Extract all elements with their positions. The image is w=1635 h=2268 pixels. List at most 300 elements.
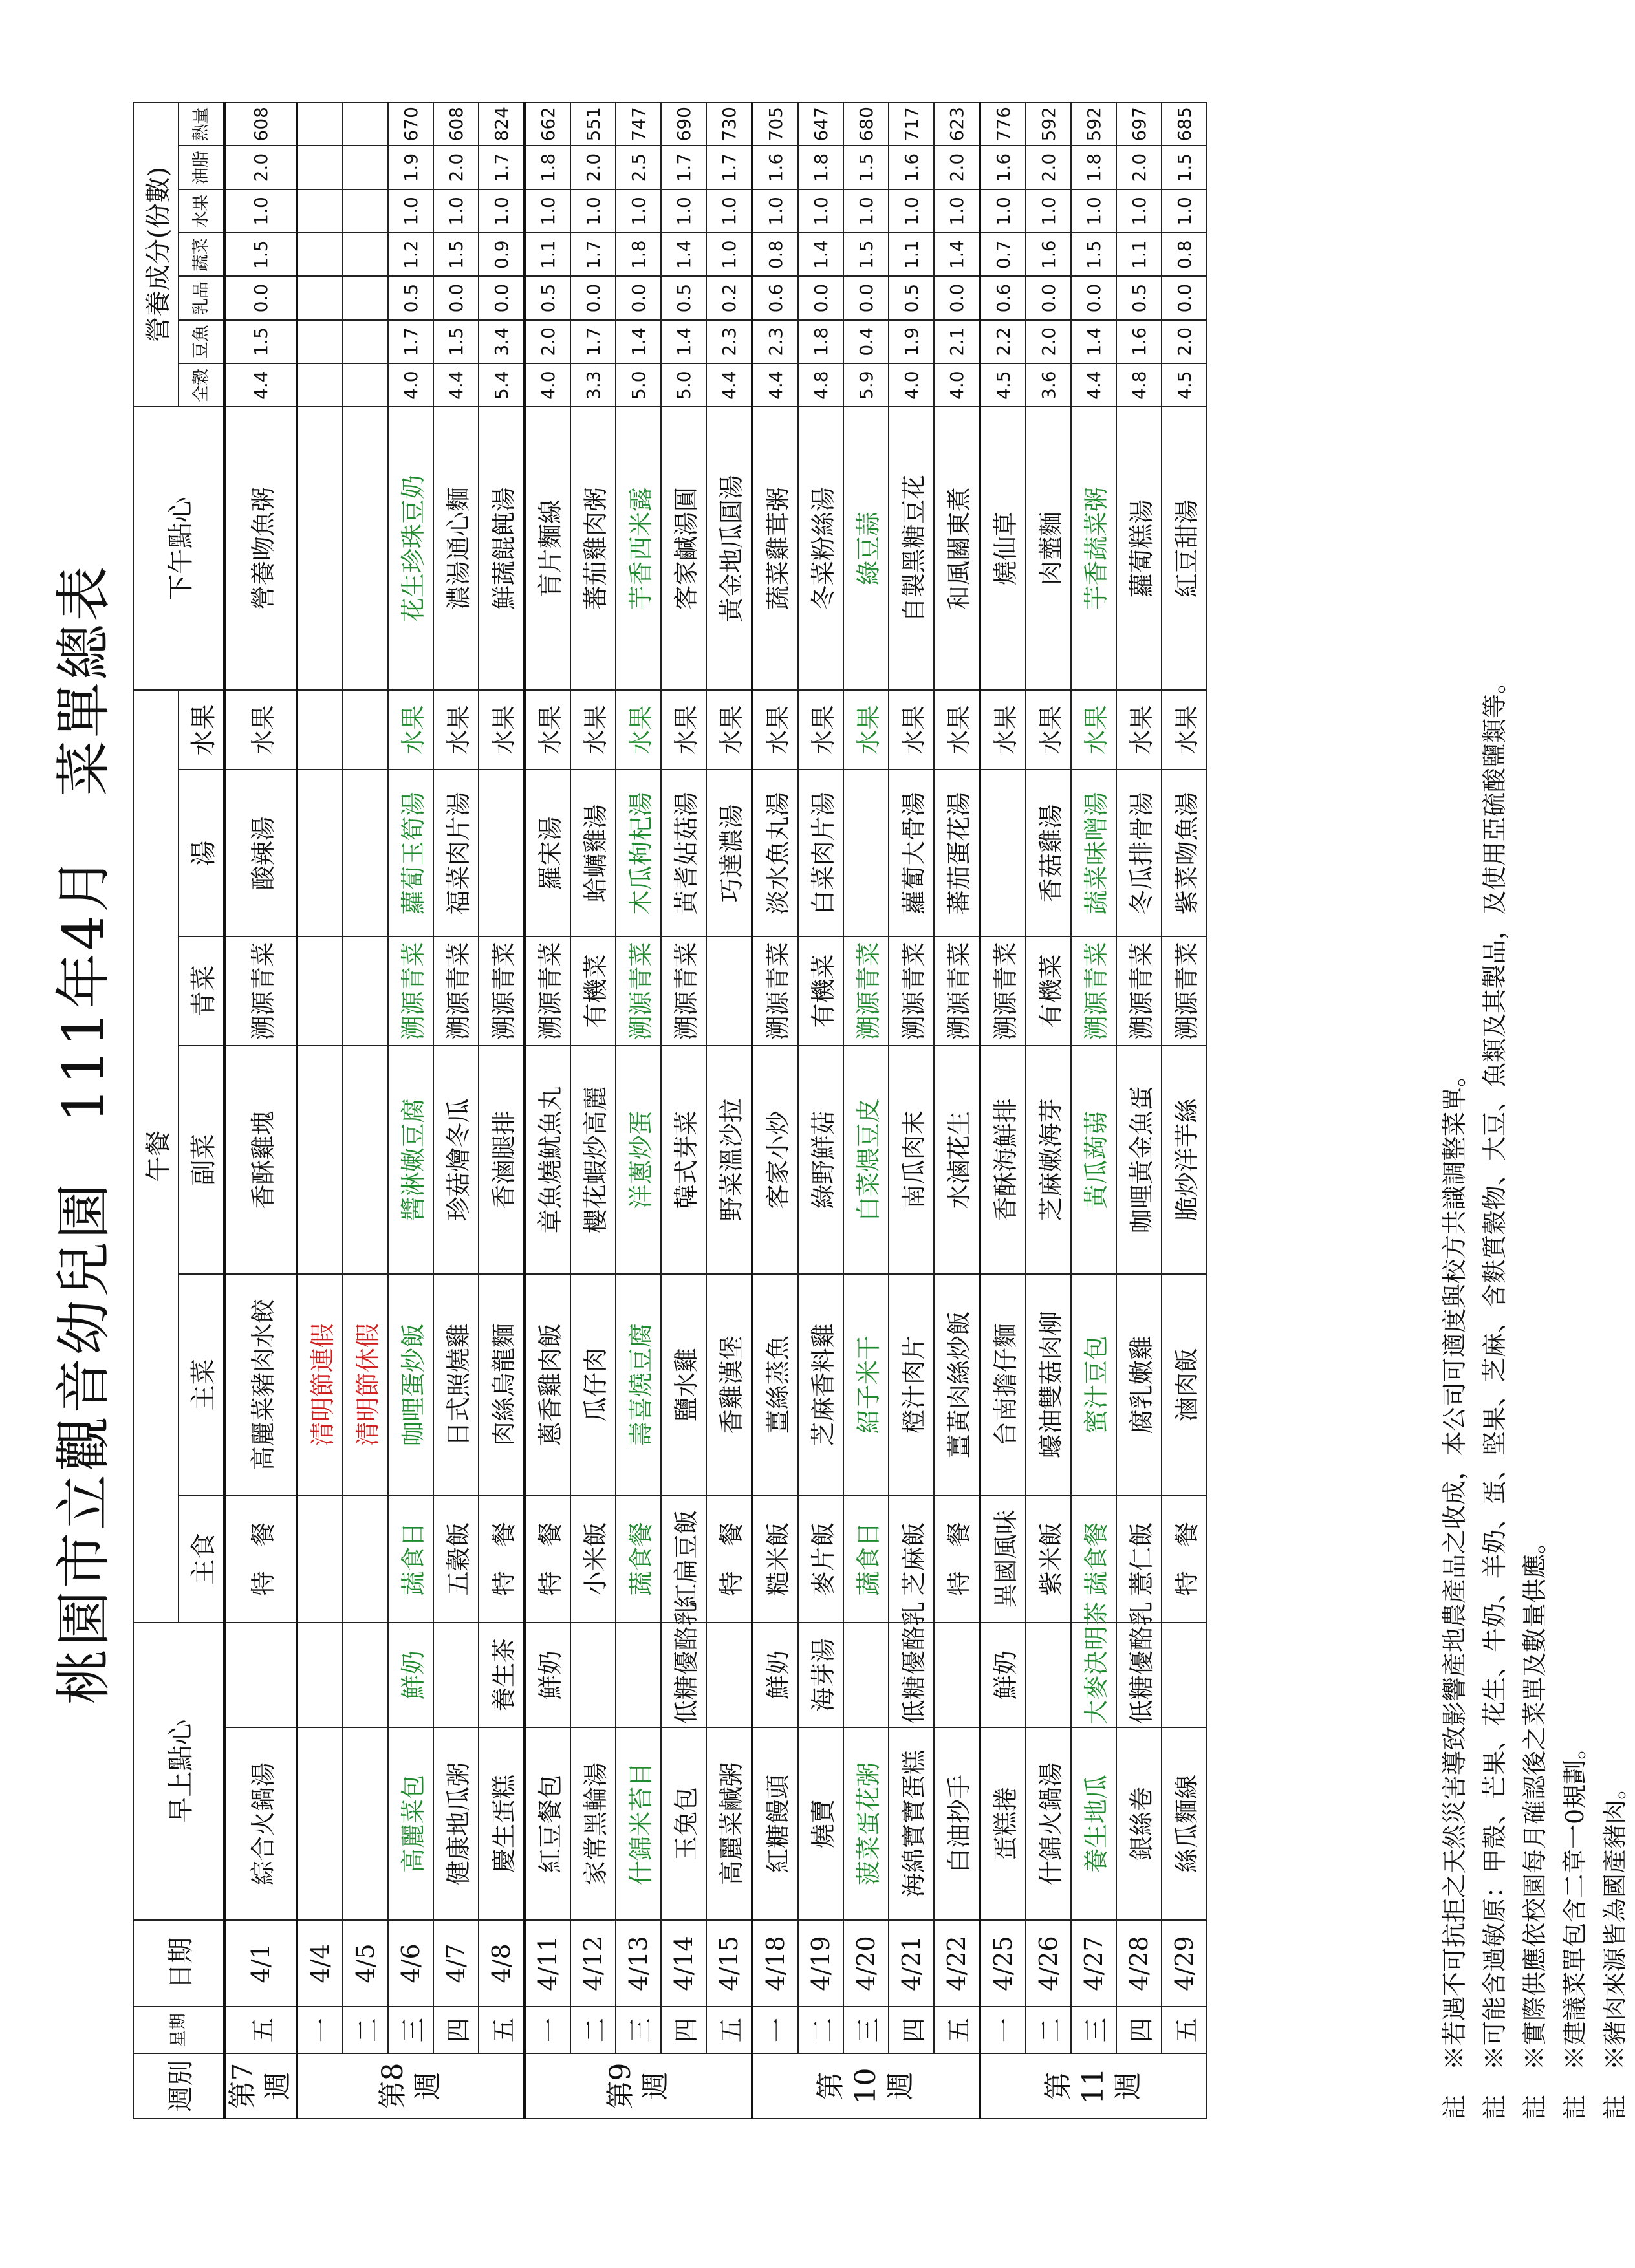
nutrition-dairy-cell: 0.0 (479, 276, 525, 319)
notes (1435, 82, 1635, 2119)
veg-cell: 有機菜 (1026, 936, 1071, 1045)
table-row (570, 102, 616, 2119)
main-dish-cell: 芝麻香料雞 (798, 1274, 843, 1495)
side-dish-cell: 洋蔥炒蛋 (616, 1046, 661, 1274)
nutrition-dairy-cell: 0.0 (843, 276, 889, 319)
drink-cell (1162, 1623, 1207, 1728)
snack1-cell: 紅豆餐包 (525, 1727, 570, 1919)
staple-cell: 蔬食日 (843, 1495, 889, 1622)
nutrition-vegetable-cell: 1.6 (1026, 233, 1071, 276)
nutrition-fruit-cell: 1.0 (616, 189, 661, 233)
veg-cell: 溯源青菜 (843, 936, 889, 1045)
nutrition-oil-cell: 1.8 (525, 146, 570, 189)
nutrition-oil-cell: 1.6 (889, 146, 934, 189)
nutrition-grain-cell: 4.4 (224, 363, 297, 407)
nutrition-vegetable-cell: 1.1 (525, 233, 570, 276)
note-1: 註 ※若遇不可抗拒之天然災害導致影響產地農產品之收成，本公司可適度與校方共識調整菜單。 (1440, 1062, 1469, 2119)
week-cell: 第11週 (980, 2053, 1207, 2119)
staple-cell: 特 餐 (224, 1495, 297, 1622)
nutrition-protein-cell: 3.4 (479, 320, 525, 363)
snack2-cell: 自製黑糖豆花 (889, 407, 934, 690)
date-cell: 4/11 (525, 1920, 570, 2007)
soup-cell: 冬瓜排骨湯 (1116, 770, 1162, 936)
snack1-cell: 紅糖饅頭 (752, 1727, 798, 1919)
header-grain: 全穀 (179, 363, 224, 407)
soup-cell: 蘿蔔大骨湯 (889, 770, 934, 936)
veg-cell (343, 936, 388, 1045)
main-dish-cell: 腐乳嫩雞 (1116, 1274, 1162, 1495)
snack2-cell: 和風關東煮 (934, 407, 980, 690)
veg-cell: 溯源青菜 (1071, 936, 1116, 1045)
table-row (388, 102, 433, 2119)
staple-cell: 紅扁豆飯 (661, 1495, 706, 1622)
side-dish-cell: 南瓜肉末 (889, 1046, 934, 1274)
snack2-cell: 營養吻魚粥 (224, 407, 297, 690)
fruit-cell: 水果 (661, 690, 706, 770)
nutrition-calorie-cell: 824 (479, 102, 525, 146)
weekday-cell: 三 (388, 2007, 433, 2053)
date-cell: 4/25 (980, 1920, 1026, 2007)
nutrition-oil-cell: 2.0 (1026, 146, 1071, 189)
snack2-cell: 蘿蔔糕湯 (1116, 407, 1162, 690)
nutrition-vegetable-cell: 1.8 (616, 233, 661, 276)
snack2-cell: 燒仙草 (980, 407, 1026, 690)
soup-cell: 羅宋湯 (525, 770, 570, 936)
nutrition-vegetable-cell: 0.7 (980, 233, 1026, 276)
nutrition-vegetable-cell: 1.0 (706, 233, 752, 276)
nutrition-dairy-cell (343, 276, 388, 319)
table-row (934, 102, 980, 2119)
nutrition-fruit-cell: 1.0 (1026, 189, 1071, 233)
nutrition-vegetable-cell: 1.1 (889, 233, 934, 276)
week-cell: 第10週 (752, 2053, 980, 2119)
date-cell: 4/12 (570, 1920, 616, 2007)
drink-cell: 低糖優酪乳 (889, 1623, 934, 1728)
date-cell: 4/26 (1026, 1920, 1071, 2007)
nutrition-dairy-cell (297, 276, 343, 319)
nutrition-protein-cell: 0.4 (843, 320, 889, 363)
main-dish-cell: 滷肉飯 (1162, 1274, 1207, 1495)
nutrition-calorie-cell (343, 102, 388, 146)
soup-cell (297, 770, 343, 936)
weekday-cell: 五 (224, 2007, 297, 2053)
table-row (525, 102, 570, 2119)
nutrition-oil-cell: 1.7 (706, 146, 752, 189)
weekday-cell: 一 (752, 2007, 798, 2053)
nutrition-grain-cell: 4.5 (1162, 363, 1207, 407)
header-veg: 青菜 (179, 936, 224, 1045)
staple-cell: 薏仁飯 (1116, 1495, 1162, 1622)
weekday-cell: 四 (1116, 2007, 1162, 2053)
staple-cell: 特 餐 (706, 1495, 752, 1622)
nutrition-protein-cell: 1.6 (1116, 320, 1162, 363)
weekday-cell: 二 (343, 2007, 388, 2053)
snack2-cell: 鮮蔬餛飩湯 (479, 407, 525, 690)
table-row (752, 102, 798, 2119)
nutrition-vegetable-cell: 1.1 (1116, 233, 1162, 276)
date-cell: 4/7 (433, 1920, 479, 2007)
snack2-cell: 肓片麵線 (525, 407, 570, 690)
nutrition-vegetable-cell (297, 233, 343, 276)
table-row (1026, 102, 1071, 2119)
main-dish-cell: 咖哩蛋炒飯 (388, 1274, 433, 1495)
nutrition-fruit-cell: 1.0 (1162, 189, 1207, 233)
header-morning-snack: 早上點心 (133, 1623, 224, 1920)
header-lunch: 午餐 (133, 690, 179, 1623)
nutrition-dairy-cell: 0.0 (570, 276, 616, 319)
staple-cell: 糙米飯 (752, 1495, 798, 1622)
snack2-cell: 綠豆蒜 (843, 407, 889, 690)
nutrition-grain-cell: 5.0 (661, 363, 706, 407)
nutrition-dairy-cell: 0.6 (752, 276, 798, 319)
staple-cell: 紫米飯 (1026, 1495, 1071, 1622)
nutrition-grain-cell: 4.4 (706, 363, 752, 407)
date-cell: 4/28 (1116, 1920, 1162, 2007)
date-cell: 4/13 (616, 1920, 661, 2007)
date-cell: 4/4 (297, 1920, 343, 2007)
fruit-cell: 水果 (980, 690, 1026, 770)
nutrition-protein-cell: 2.3 (752, 320, 798, 363)
note-3: 註 ※實際供應依校園每月確認後之菜單及數量供應。 (1521, 1529, 1549, 2119)
header-fruit: 水果 (179, 690, 224, 770)
weekday-cell: 四 (889, 2007, 934, 2053)
side-dish-cell: 珍菇燴冬瓜 (433, 1046, 479, 1274)
snack1-cell (343, 1727, 388, 1919)
date-cell: 4/18 (752, 1920, 798, 2007)
nutrition-vegetable-cell: 1.5 (843, 233, 889, 276)
week-cell: 第9週 (525, 2053, 752, 2119)
veg-cell: 有機菜 (798, 936, 843, 1045)
drink-cell: 低糖優酪乳 (1116, 1623, 1162, 1728)
holiday-cell: 清明節連假 (297, 1274, 343, 1495)
staple-cell: 麥片飯 (798, 1495, 843, 1622)
fruit-cell: 水果 (570, 690, 616, 770)
nutrition-protein-cell: 1.7 (388, 320, 433, 363)
main-dish-cell: 壽喜燒豆腐 (616, 1274, 661, 1495)
side-dish-cell: 芝麻嫩海芽 (1026, 1046, 1071, 1274)
drink-cell (297, 1623, 343, 1728)
fruit-cell: 水果 (525, 690, 570, 770)
nutrition-grain-cell: 5.4 (479, 363, 525, 407)
nutrition-fruit-cell: 1.0 (706, 189, 752, 233)
snack1-cell: 養生地瓜 (1071, 1727, 1116, 1919)
soup-cell: 酸辣湯 (224, 770, 297, 936)
nutrition-calorie-cell: 730 (706, 102, 752, 146)
main-dish-cell: 香雞漢堡 (706, 1274, 752, 1495)
nutrition-oil-cell: 2.5 (616, 146, 661, 189)
nutrition-grain-cell: 4.0 (525, 363, 570, 407)
nutrition-grain-cell: 4.4 (752, 363, 798, 407)
veg-cell: 溯源青菜 (388, 936, 433, 1045)
nutrition-oil-cell: 2.0 (433, 146, 479, 189)
week-cell: 第7週 (224, 2053, 297, 2119)
side-dish-cell: 黃瓜蒟蒻 (1071, 1046, 1116, 1274)
nutrition-fruit-cell: 1.0 (752, 189, 798, 233)
side-dish-cell: 脆炒洋芋絲 (1162, 1046, 1207, 1274)
fruit-cell: 水果 (479, 690, 525, 770)
header-nutrition: 營養成分(份數) (133, 102, 179, 407)
nutrition-vegetable-cell: 1.2 (388, 233, 433, 276)
staple-cell: 蔬食日 (388, 1495, 433, 1622)
nutrition-dairy-cell: 0.6 (980, 276, 1026, 319)
nutrition-fruit-cell (297, 189, 343, 233)
nutrition-dairy-cell: 0.5 (1116, 276, 1162, 319)
nutrition-vegetable-cell: 1.4 (798, 233, 843, 276)
nutrition-calorie-cell: 623 (934, 102, 980, 146)
header-main-dish: 主菜 (179, 1274, 224, 1495)
side-dish-cell: 醬淋嫩豆腐 (388, 1046, 433, 1274)
date-cell: 4/1 (224, 1920, 297, 2007)
date-cell: 4/8 (479, 1920, 525, 2007)
side-dish-cell: 韓式芽菜 (661, 1046, 706, 1274)
snack1-cell: 菠菜蛋花粥 (843, 1727, 889, 1919)
nutrition-grain-cell: 3.3 (570, 363, 616, 407)
nutrition-dairy-cell: 0.0 (616, 276, 661, 319)
soup-cell: 蘿蔔玉筍湯 (388, 770, 433, 936)
snack1-cell: 健康地瓜粥 (433, 1727, 479, 1919)
nutrition-grain-cell: 4.0 (889, 363, 934, 407)
fruit-cell: 水果 (1162, 690, 1207, 770)
weekday-cell: 五 (706, 2007, 752, 2053)
snack2-cell (297, 407, 343, 690)
nutrition-calorie-cell: 697 (1116, 102, 1162, 146)
table-row (1071, 102, 1116, 2119)
veg-cell: 溯源青菜 (661, 936, 706, 1045)
nutrition-calorie-cell: 662 (525, 102, 570, 146)
nutrition-oil-cell (297, 146, 343, 189)
drink-cell (343, 1623, 388, 1728)
table-row (433, 102, 479, 2119)
date-cell: 4/20 (843, 1920, 889, 2007)
veg-cell (297, 936, 343, 1045)
main-dish-cell: 橙汁肉片 (889, 1274, 934, 1495)
nutrition-grain-cell: 4.0 (934, 363, 980, 407)
weekday-cell: 五 (934, 2007, 980, 2053)
snack1-cell: 燒賣 (798, 1727, 843, 1919)
date-cell: 4/19 (798, 1920, 843, 2007)
nutrition-protein-cell (297, 320, 343, 363)
nutrition-vegetable-cell: 1.4 (661, 233, 706, 276)
snack2-cell: 芋香西米露 (616, 407, 661, 690)
soup-cell: 香菇雞湯 (1026, 770, 1071, 936)
nutrition-oil-cell: 1.9 (388, 146, 433, 189)
snack2-cell: 冬菜粉絲湯 (798, 407, 843, 690)
nutrition-oil-cell: 1.8 (1071, 146, 1116, 189)
table-row (980, 102, 1026, 2119)
nutrition-fruit-cell: 1.0 (479, 189, 525, 233)
snack1-cell: 絲瓜麵線 (1162, 1727, 1207, 1919)
date-cell: 4/27 (1071, 1920, 1116, 2007)
snack2-cell: 蔬菜雞茸粥 (752, 407, 798, 690)
staple-cell (343, 1495, 388, 1622)
nutrition-fruit-cell: 1.0 (798, 189, 843, 233)
main-dish-cell: 瓜仔肉 (570, 1274, 616, 1495)
side-dish-cell: 章魚燒魷魚丸 (525, 1046, 570, 1274)
staple-cell: 特 餐 (1162, 1495, 1207, 1622)
nutrition-protein-cell: 2.0 (525, 320, 570, 363)
side-dish-cell: 櫻花蝦炒高麗 (570, 1046, 616, 1274)
weekday-cell: 二 (570, 2007, 616, 2053)
nutrition-oil-cell: 1.8 (798, 146, 843, 189)
snack2-cell: 黃金地瓜圓湯 (706, 407, 752, 690)
header-afternoon-snack: 下午點心 (133, 407, 224, 690)
veg-cell: 有機菜 (570, 936, 616, 1045)
date-cell: 4/22 (934, 1920, 980, 2007)
nutrition-fruit-cell: 1.0 (934, 189, 980, 233)
nutrition-fruit-cell: 1.0 (661, 189, 706, 233)
side-dish-cell: 野菜溫沙拉 (706, 1046, 752, 1274)
fruit-cell: 水果 (752, 690, 798, 770)
staple-cell: 五穀飯 (433, 1495, 479, 1622)
nutrition-fruit-cell (343, 189, 388, 233)
soup-cell: 淡水魚丸湯 (752, 770, 798, 936)
nutrition-protein-cell: 2.0 (1026, 320, 1071, 363)
veg-cell: 溯源青菜 (1116, 936, 1162, 1045)
nutrition-protein-cell: 1.7 (570, 320, 616, 363)
nutrition-grain-cell: 4.5 (980, 363, 1026, 407)
nutrition-dairy-cell: 0.5 (525, 276, 570, 319)
nutrition-fruit-cell: 1.0 (980, 189, 1026, 233)
nutrition-protein-cell (343, 320, 388, 363)
drink-cell: 鮮奶 (752, 1623, 798, 1728)
nutrition-oil-cell: 1.7 (661, 146, 706, 189)
snack2-cell (343, 407, 388, 690)
nutrition-grain-cell: 3.6 (1026, 363, 1071, 407)
soup-cell: 蛤蠣雞湯 (570, 770, 616, 936)
staple-cell (297, 1495, 343, 1622)
snack1-cell: 綜合火鍋湯 (224, 1727, 297, 1919)
table-row (1116, 102, 1162, 2119)
page-title: 桃園市立觀音幼兒園 111年4月 菜單總表 (52, 563, 116, 1705)
fruit-cell: 水果 (616, 690, 661, 770)
menu-body (224, 102, 1207, 2119)
main-dish-cell: 薑黃肉絲炒飯 (934, 1274, 980, 1495)
nutrition-dairy-cell: 0.0 (433, 276, 479, 319)
nutrition-dairy-cell: 0.0 (1071, 276, 1116, 319)
nutrition-grain-cell (297, 363, 343, 407)
nutrition-dairy-cell: 0.5 (661, 276, 706, 319)
nutrition-vegetable-cell: 1.4 (934, 233, 980, 276)
nutrition-vegetable-cell: 1.7 (570, 233, 616, 276)
nutrition-fruit-cell: 1.0 (1071, 189, 1116, 233)
soup-cell: 木瓜枸杞湯 (616, 770, 661, 936)
snack1-cell: 什錦火鍋湯 (1026, 1727, 1071, 1919)
note-2: 註 ※可能含過敏原：甲殼、芒果、花生、牛奶、羊奶、蛋、堅果、芝麻、含麩質穀物、大豆、魚類及其製品，及使用亞硫酸鹽類等。 (1480, 669, 1509, 2119)
nutrition-calorie-cell: 680 (843, 102, 889, 146)
soup-cell: 黃耆姑菇湯 (661, 770, 706, 936)
weekday-cell: 二 (1026, 2007, 1071, 2053)
nutrition-fruit-cell: 1.0 (843, 189, 889, 233)
drink-cell (433, 1623, 479, 1728)
staple-cell: 異國風味 (980, 1495, 1026, 1622)
nutrition-vegetable-cell: 1.5 (224, 233, 297, 276)
veg-cell: 溯源青菜 (433, 936, 479, 1045)
table-row (224, 102, 297, 2119)
soup-cell: 巧達濃湯 (706, 770, 752, 936)
nutrition-oil-cell: 2.0 (570, 146, 616, 189)
fruit-cell: 水果 (1071, 690, 1116, 770)
header-soup: 湯 (179, 770, 224, 936)
staple-cell: 小米飯 (570, 1495, 616, 1622)
header-protein: 豆魚 (179, 320, 224, 363)
nutrition-protein-cell: 2.3 (706, 320, 752, 363)
table-row (1162, 102, 1207, 2119)
snack1-cell: 什錦米苔目 (616, 1727, 661, 1919)
snack1-cell: 慶生蛋糕 (479, 1727, 525, 1919)
nutrition-calorie-cell: 647 (798, 102, 843, 146)
date-cell: 4/15 (706, 1920, 752, 2007)
table-row (343, 102, 388, 2119)
nutrition-calorie-cell: 685 (1162, 102, 1207, 146)
nutrition-oil-cell: 2.0 (1116, 146, 1162, 189)
fruit-cell: 水果 (934, 690, 980, 770)
nutrition-calorie-cell (297, 102, 343, 146)
week-cell: 第8週 (297, 2053, 525, 2119)
fruit-cell (343, 690, 388, 770)
header-date: 日期 (133, 1920, 224, 2007)
nutrition-protein-cell: 2.1 (934, 320, 980, 363)
main-dish-cell: 薑絲蒸魚 (752, 1274, 798, 1495)
nutrition-calorie-cell: 747 (616, 102, 661, 146)
side-dish-cell: 綠野鮮菇 (798, 1046, 843, 1274)
nutrition-grain-cell: 4.8 (798, 363, 843, 407)
nutrition-fruit-cell: 1.0 (388, 189, 433, 233)
main-dish-cell: 紹子米干 (843, 1274, 889, 1495)
drink-cell (224, 1623, 297, 1728)
side-cell (297, 1046, 343, 1274)
soup-cell: 蔬菜味噌湯 (1071, 770, 1116, 936)
fruit-cell: 水果 (843, 690, 889, 770)
table-row (479, 102, 525, 2119)
date-cell: 4/29 (1162, 1920, 1207, 2007)
soup-cell (343, 770, 388, 936)
snack1-cell (297, 1727, 343, 1919)
drink-cell: 大麥決明茶 (1071, 1623, 1116, 1728)
nutrition-dairy-cell: 0.0 (798, 276, 843, 319)
table-row (706, 102, 752, 2119)
nutrition-oil-cell: 2.0 (934, 146, 980, 189)
nutrition-oil-cell (343, 146, 388, 189)
nutrition-oil-cell: 2.0 (224, 146, 297, 189)
main-dish-cell: 肉絲烏龍麵 (479, 1274, 525, 1495)
nutrition-dairy-cell: 0.0 (224, 276, 297, 319)
nutrition-grain-cell: 4.4 (433, 363, 479, 407)
main-dish-cell: 鹽水雞 (661, 1274, 706, 1495)
nutrition-calorie-cell: 608 (433, 102, 479, 146)
nutrition-protein-cell: 2.0 (1162, 320, 1207, 363)
snack2-cell: 花生珍珠豆奶 (388, 407, 433, 690)
staple-cell: 蔬食餐 (616, 1495, 661, 1622)
nutrition-calorie-cell: 551 (570, 102, 616, 146)
side-dish-cell: 咖哩黃金魚蛋 (1116, 1046, 1162, 1274)
side-cell (343, 1046, 388, 1274)
table-row (661, 102, 706, 2119)
nutrition-protein-cell: 1.4 (1071, 320, 1116, 363)
staple-cell: 蔬食餐 (1071, 1495, 1116, 1622)
header-dairy: 乳品 (179, 276, 224, 319)
main-dish-cell: 蠔油雙菇肉柳 (1026, 1274, 1071, 1495)
nutrition-calorie-cell: 592 (1026, 102, 1071, 146)
nutrition-grain-cell: 5.0 (616, 363, 661, 407)
nutrition-dairy-cell: 0.2 (706, 276, 752, 319)
weekday-cell: 五 (479, 2007, 525, 2053)
snack1-cell: 白油抄手 (934, 1727, 980, 1919)
nutrition-calorie-cell: 717 (889, 102, 934, 146)
drink-cell (706, 1623, 752, 1728)
veg-cell: 溯源青菜 (479, 936, 525, 1045)
veg-cell (706, 936, 752, 1045)
fruit-cell: 水果 (706, 690, 752, 770)
